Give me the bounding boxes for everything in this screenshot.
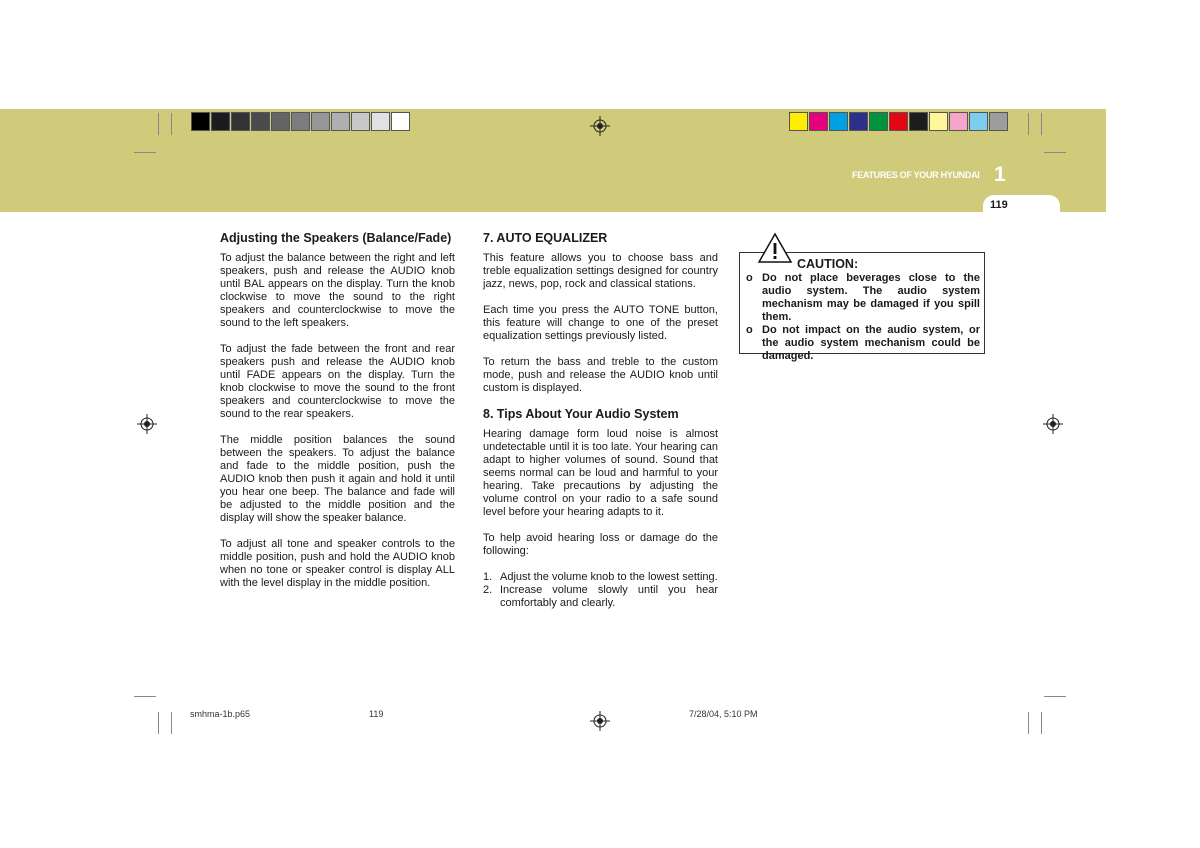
color-swatch [391, 112, 410, 131]
crop-mark [1044, 152, 1066, 153]
chapter-number: 1 [994, 163, 1006, 186]
left-column [220, 232, 455, 603]
step-number: 2. [483, 584, 493, 596]
caution-list [746, 272, 980, 363]
footer-timestamp: 7/28/04, 5:10 PM [689, 709, 758, 719]
paragraph: To adjust the fade between the front and rear speakers push and release the AUDIO knob until FADE appears on the display. Turn the knob clockwise to move the sound to the front speakers and counterclockwise to move the sound to the rear speakers. [220, 343, 455, 420]
color-swatch [331, 112, 350, 131]
color-swatch [869, 112, 888, 131]
color-swatch [949, 112, 968, 131]
list-item [746, 272, 980, 324]
color-swatch [909, 112, 928, 131]
crop-mark [134, 152, 156, 153]
page-number: 119 [990, 199, 1008, 211]
crop-mark [1028, 113, 1029, 135]
section-title: FEATURES OF YOUR HYUNDAI [852, 170, 980, 180]
color-swatch [989, 112, 1008, 131]
balance-fade-heading: Adjusting the Speakers (Balance/Fade) [220, 231, 452, 245]
color-swatch [211, 112, 230, 131]
paragraph: To return the bass and treble to the custom mode, push and release the AUDIO knob until custom is displayed. [483, 356, 718, 394]
bullet: o [746, 272, 753, 284]
list-item [746, 324, 980, 363]
paragraph: To adjust all tone and speaker controls to the middle position, push and hold the AUDIO knob when no tone or speaker control is display ALL with the level display in the middle position. [220, 538, 455, 589]
bullet: o [746, 324, 753, 336]
grayscale-calibration-strip [191, 112, 411, 132]
list-item [483, 571, 718, 584]
caution-text: Do not impact on the audio system, or the audio system mechanism could be damaged. [762, 324, 980, 362]
crop-mark [1028, 712, 1029, 734]
crop-mark [158, 113, 159, 135]
registration-crosshair-icon [590, 711, 610, 731]
color-swatch [969, 112, 988, 131]
paragraph: To help avoid hearing loss or damage do the following: [483, 532, 718, 557]
color-swatch [849, 112, 868, 131]
color-swatch [291, 112, 310, 131]
registration-crosshair-icon [590, 116, 610, 136]
caution-title: CAUTION: [797, 257, 859, 271]
crop-mark [171, 113, 172, 135]
color-swatch [829, 112, 848, 131]
color-swatch [311, 112, 330, 131]
color-swatch [251, 112, 270, 131]
color-swatch [371, 112, 390, 131]
color-swatch [271, 112, 290, 131]
crop-mark [1044, 696, 1066, 697]
color-swatch [889, 112, 908, 131]
registration-crosshair-icon [137, 414, 157, 434]
audio-tips-heading: 8. Tips About Your Audio System [483, 407, 679, 421]
paragraph: The middle position balances the sound between the speakers. To adjust the balance and fade to the middle position, push the AUDIO knob then push it again and hold it until you hear one beep. The balance and fade will be adjusted to the middle position and the display will show the speaker balance. [220, 434, 455, 524]
crop-mark [134, 696, 156, 697]
step-number: 1. [483, 571, 493, 583]
caution-text: Do not place beverages close to the audio system. The audio system mechanism may be damaged if you spill them. [762, 272, 980, 323]
paragraph: This feature allows you to choose bass and treble equalization settings designed for country jazz, news, pop, rock and classical stations. [483, 252, 718, 290]
paragraph: Hearing damage form loud noise is almost undetectable until it is too late. Your hearing can adapt to higher volumes of sound. Sound that seems normal can be loud and harmful to your hearing. Take precautions by adjusting the volume control on your radio to a safe sound level before your hearing adapts to it. [483, 428, 718, 518]
warning-triangle-icon [757, 232, 793, 264]
color-swatch [231, 112, 250, 131]
steps-list [483, 571, 718, 610]
color-calibration-strip [789, 112, 1009, 132]
footer-filename: smhma-1b.p65 [190, 709, 251, 719]
middle-column [483, 232, 718, 610]
crop-mark [171, 712, 172, 734]
color-swatch [809, 112, 828, 131]
color-swatch [351, 112, 370, 131]
crop-mark [1041, 712, 1042, 734]
color-swatch [789, 112, 808, 131]
crop-mark [1041, 113, 1042, 135]
color-swatch [191, 112, 210, 131]
paragraph: Each time you press the AUTO TONE button, this feature will change to one of the preset equalization settings previously listed. [483, 304, 718, 342]
list-item [483, 584, 718, 610]
step-text: Adjust the volume knob to the lowest setting. [500, 571, 718, 583]
footer-page: 119 [369, 709, 384, 719]
color-swatch [929, 112, 948, 131]
registration-crosshair-icon [1043, 414, 1063, 434]
paragraph: To adjust the balance between the right and left speakers, push and release the AUDIO knob until BAL appears on the display. Turn the knob clockwise to move the sound to the right speakers and counterclockwise to move the sound to the left speakers. [220, 252, 455, 329]
step-text: Increase volume slowly until you hear comfortably and clearly. [500, 584, 718, 609]
auto-equalizer-heading: 7. AUTO EQUALIZER [483, 231, 608, 245]
crop-mark [158, 712, 159, 734]
